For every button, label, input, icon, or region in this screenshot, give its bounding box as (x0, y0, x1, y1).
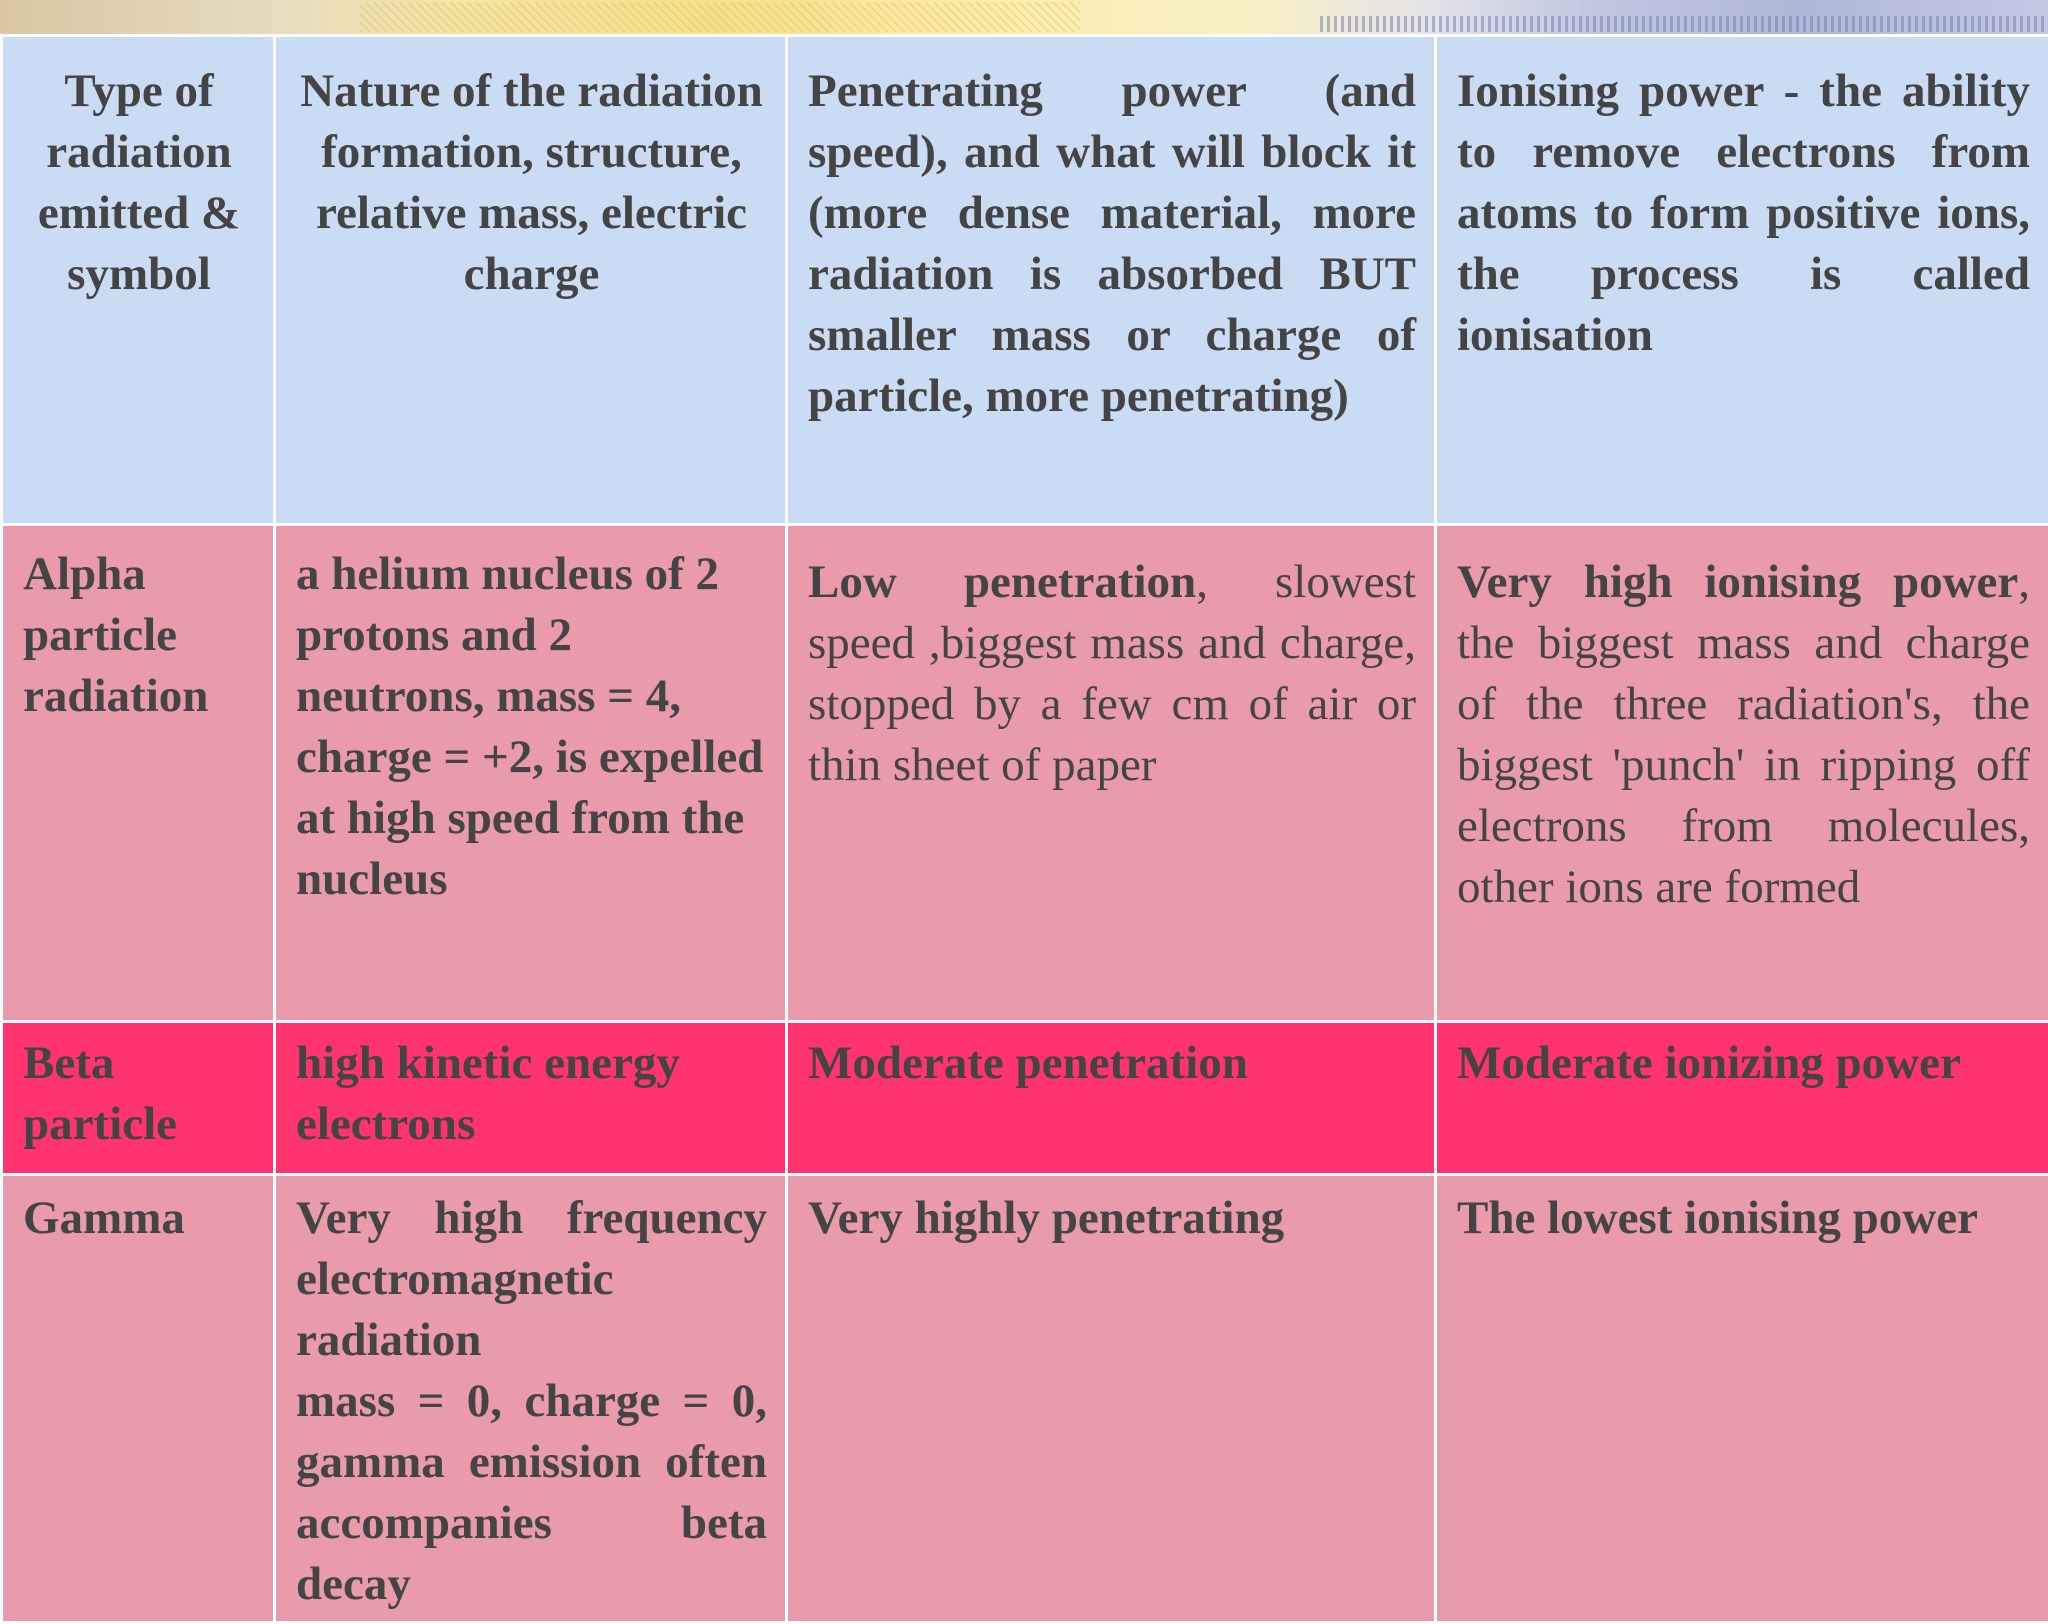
header-type-of-radiation: Type of radiation emitted & symbol (2, 36, 275, 525)
header-penetrating-power: Penetrating power (and speed), and what will block it (more dense material, more radiation is absorbed BUT smaller mass or charge of particle, more penetrating) (787, 36, 1436, 525)
banner-texture-left (360, 2, 1080, 32)
beta-ionising-cell: Moderate ionizing power (1436, 1022, 2048, 1175)
table-header-row (2, 36, 2048, 525)
alpha-ionising-cell (1436, 525, 2048, 1022)
header-ionising-power: Ionising power - the ability to remove electrons from atoms to form positive ions, the process is called ionisation (1436, 36, 2048, 525)
beta-type-cell: Beta particle (2, 1022, 275, 1175)
decorative-header-banner (0, 0, 2048, 36)
header-nature-of-radiation: Nature of the radiation formation, structure, relative mass, electric charge (275, 36, 787, 525)
beta-nature-cell: high kinetic energy electrons (275, 1022, 787, 1175)
banner-texture-right (1320, 16, 2048, 32)
alpha-ionising-rest: , the biggest mass and charge of the three radiation's, the biggest 'punch' in ripping off electrons from molecules, other ions are formed (1457, 556, 2030, 913)
gamma-nature-cell (275, 1175, 787, 1623)
gamma-ionising-cell: The lowest ionising power (1436, 1175, 2048, 1623)
alpha-penetration-rest: , slowest speed ,biggest mass and charge, stopped by a few cm of air or thin sheet of paper (808, 556, 1416, 791)
gamma-type-cell: Gamma (2, 1175, 275, 1623)
gamma-nature-line1: Very high frequency electromagnetic radiation (296, 1188, 767, 1371)
table-row-gamma (2, 1175, 2048, 1623)
table-row-alpha (2, 525, 2048, 1022)
alpha-nature-cell: a helium nucleus of 2 protons and 2 neutrons, mass = 4, charge = +2, is expelled at high speed from the nucleus (275, 525, 787, 1022)
alpha-type-cell: Alpha particle radiation (2, 525, 275, 1022)
alpha-ionising-lead: Very high ionising power (1457, 556, 2018, 608)
beta-penetration-cell: Moderate penetration (787, 1022, 1436, 1175)
alpha-penetration-cell (787, 525, 1436, 1022)
alpha-penetration-lead: Low penetration (808, 556, 1196, 608)
table-row-beta (2, 1022, 2048, 1175)
radiation-comparison-table (0, 34, 2048, 1624)
gamma-nature-line2: mass = 0, charge = 0, gamma emission often accompanies beta decay (296, 1371, 767, 1615)
gamma-penetration-cell: Very highly penetrating (787, 1175, 1436, 1623)
